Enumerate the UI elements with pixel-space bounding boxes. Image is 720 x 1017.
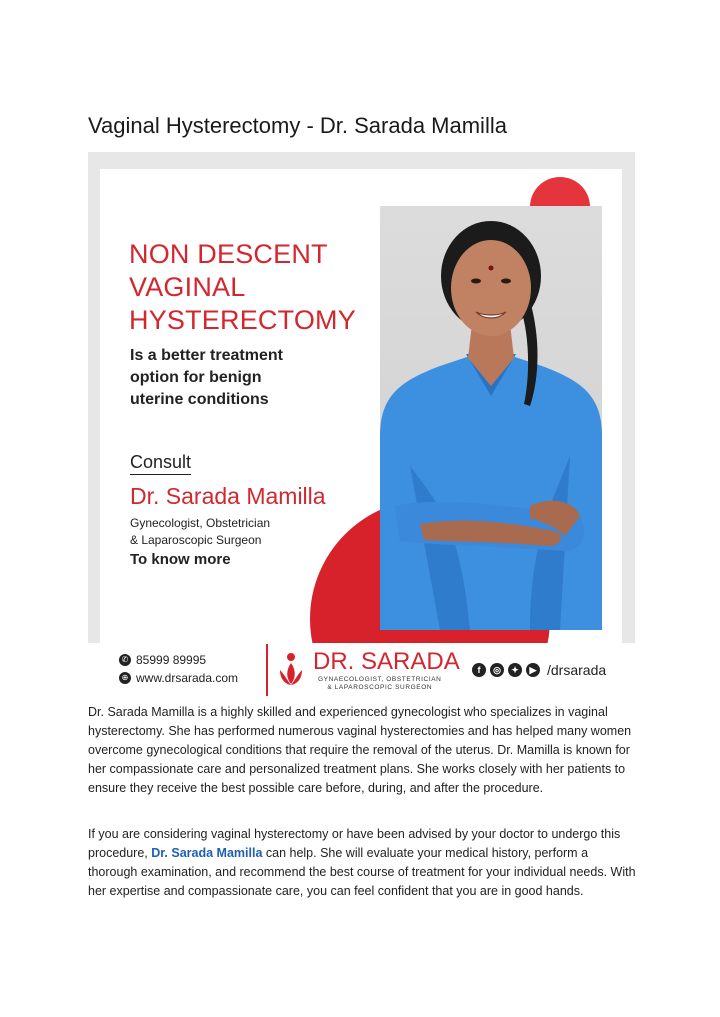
logo-sub-line: GYNAECOLOGIST, OBSTETRICIAN <box>318 676 442 683</box>
phone-number: 85999 89995 <box>136 653 207 667</box>
phone-row <box>119 653 206 667</box>
subhead-line: uterine conditions <box>130 391 269 408</box>
role-line: & Laparoscopic Surgeon <box>130 533 262 547</box>
subhead-line: Is a better treatment <box>130 347 283 364</box>
headline-line: VAGINAL <box>129 272 246 302</box>
logo-name: DR. SARADA <box>313 648 460 675</box>
doctor-photo <box>380 206 602 630</box>
facebook-icon: f <box>472 663 486 677</box>
doctor-link[interactable]: Dr. Sarada Mamilla <box>151 846 263 860</box>
banner-footer <box>88 643 635 697</box>
instagram-icon: ◎ <box>490 663 504 677</box>
consult-label: Consult <box>130 452 191 475</box>
subhead-line: option for benign <box>130 369 262 386</box>
twitter-icon: ✦ <box>508 663 522 677</box>
banner-card <box>100 169 622 643</box>
youtube-icon: ▶ <box>526 663 540 677</box>
phone-icon: ✆ <box>119 654 131 666</box>
banner-subhead <box>130 345 283 411</box>
banner-headline <box>129 238 356 337</box>
promo-banner <box>88 152 635 697</box>
page-title: Vaginal Hysterectomy - Dr. Sarada Mamilla <box>88 113 507 138</box>
role-line: Gynecologist, Obstetrician <box>130 516 271 530</box>
logo-subtitle <box>318 676 441 692</box>
doctor-role <box>130 515 270 549</box>
body-paragraph-2 <box>88 825 638 901</box>
paragraph-text: can help. She will evaluate your medical history, perform a thorough examination, and recommend the best course of treatment for your individual needs. With her expertise and compassionate care, you can feel confident that you are in good hands. <box>88 846 636 898</box>
doctor-name: Dr. Sarada Mamilla <box>130 483 326 509</box>
social-links <box>472 662 606 678</box>
globe-icon: ⊕ <box>119 672 131 684</box>
website-row <box>119 671 238 685</box>
logo-sub-line: & LAPAROSCOPIC SURGEON <box>327 684 433 691</box>
headline-line: HYSTERECTOMY <box>129 305 356 335</box>
brand-logo <box>266 644 461 696</box>
social-handle: /drsarada <box>547 662 607 678</box>
doctor-portrait-illustration <box>380 206 602 630</box>
cta-text: To know more <box>130 551 231 568</box>
paragraph-text: If you are considering vaginal hysterectomy or have been advised by your doctor to undergo this procedure, <box>88 827 621 860</box>
website-url: www.drsarada.com <box>136 671 239 685</box>
body-paragraph-1: Dr. Sarada Mamilla is a highly skilled and experienced gynecologist who specializes in vaginal hysterectomy. She has performed numerous vaginal hysterectomies and has helped many women overcome gynecological conditions that require the removal of the uterus. Dr. Mamilla is known for her compassionate care and personalized treatment plans. She works closely with her patients to ensure they receive the best possible care before, during, and after the procedure. <box>88 705 632 795</box>
lotus-figure-icon <box>276 652 306 688</box>
headline-line: NON DESCENT <box>129 239 328 269</box>
